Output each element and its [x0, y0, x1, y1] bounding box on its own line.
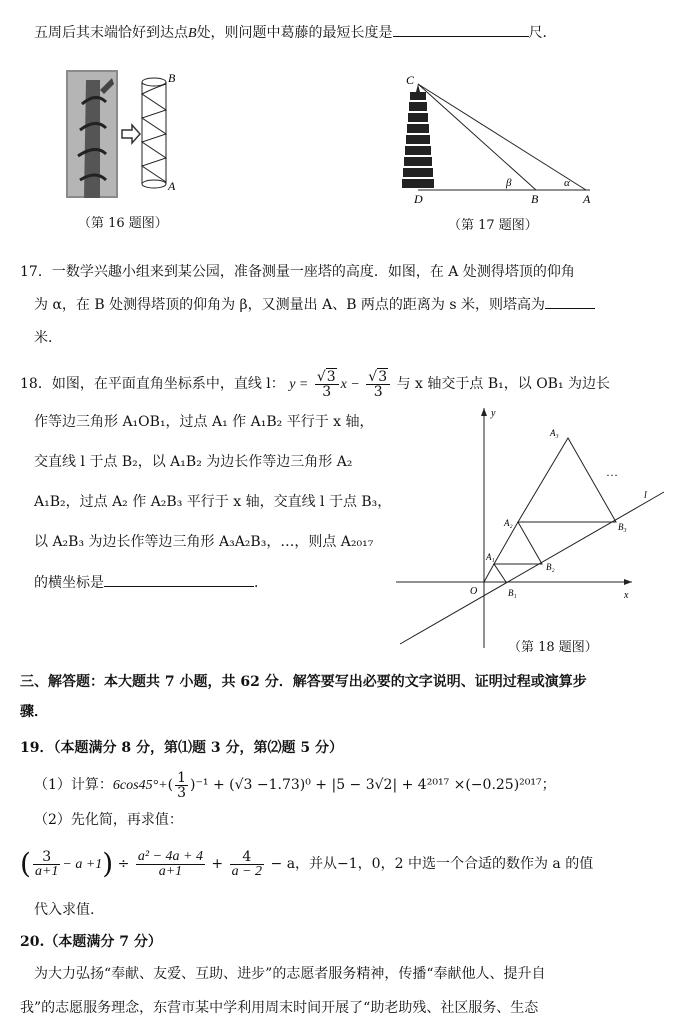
q19-part1: （1）计算：6cos45°+( $\frac{1}{3}$ )⁻¹ + (√3 −1.73)⁰ + |5 − 3√2| + 4²⁰¹⁷ ×(−0.25)²⁰¹⁷； [34, 769, 556, 801]
fig16-label-b: B [168, 71, 176, 85]
fig17-label-c: C [406, 73, 415, 87]
q16-text: 五周后其末端恰好到达点 [34, 25, 188, 41]
q19-part2-end: 代入求值. [34, 902, 95, 918]
q17-line2 [34, 294, 595, 315]
section3-line1: 三、解答题：本大题共 7 小题，共 62 分．解答要写出必要的文字说明、证明过程或演算步 [20, 674, 587, 690]
fig18-caption: （第 18 题图） [508, 640, 598, 655]
q19-p1-b: )⁻¹ + (√3 −1.73)⁰ + |5 − 3√2| + 4²⁰¹⁷ ×(−0.25)²⁰¹⁷； [190, 777, 556, 793]
q16-unit: 尺． [528, 25, 557, 41]
q18-tail: 与 x 轴交于点 B₁，以 OB₁ 为边长 [396, 376, 611, 392]
fig17-label-beta: β [506, 177, 512, 189]
q19-header [20, 738, 343, 758]
q18-eq-x: x − [340, 377, 360, 392]
fig18-a2: A₂ [504, 518, 513, 528]
vine-tree-illustration [66, 70, 186, 198]
q19-number: 19． [20, 740, 54, 756]
q17-line3: 米． [34, 330, 62, 346]
q18-frac2: $\frac{√3}{3}$ [366, 370, 390, 399]
fig18-dots: … [606, 465, 618, 479]
coordinate-diagram [396, 400, 666, 648]
q19-part2-label: （2）先化简，再求值： [34, 812, 183, 828]
q18-line6 [34, 572, 268, 593]
q16-tail-line [34, 22, 557, 44]
fig17-caption: （第 17 题图） [448, 218, 538, 233]
q18-frac1-num: 3 [326, 368, 336, 385]
figure-17 [398, 70, 608, 208]
q19-mid1: − a +1 [62, 857, 103, 872]
q18-frac1-den: 3 [322, 383, 332, 400]
q18-line1 [20, 368, 610, 401]
q18-line3: 交直线 l 于点 B₂，以 A₁B₂ 为边长作等边三角形 A₂ [34, 454, 353, 470]
figure-16 [66, 70, 186, 198]
q19-p1-frac-num: 1 [177, 769, 187, 786]
q18-line5: 以 A₂B₃ 为边长作等边三角形 A₃A₂B₃，…，则点 A₂₀₁₇ [34, 534, 374, 550]
fig18-line-label: l [644, 490, 647, 501]
q19-f2-den: a+1 [158, 863, 183, 879]
q18-line6-text: 的横坐标是 [34, 575, 104, 591]
section3-line2: 骤． [20, 704, 48, 720]
q19-f3 [230, 850, 264, 879]
q19-f1 [33, 850, 60, 879]
q18-intro: 18．如图，在平面直角坐标系中，直线 l： [20, 376, 285, 392]
q20-line1: 为大力弘扬“奉献、友爱、互助、进步”的志愿者服务精神，传播“奉献他人、提升自 [34, 966, 546, 982]
q17-line2-text: 为 α，在 B 处测得塔顶的仰角为 β，又测量出 A、B 两点的距离为 s 米，则塔高为 [34, 297, 546, 313]
fig17-label-d: D [414, 192, 423, 206]
fig17-label-a: A [583, 192, 591, 206]
q19-p1-a: 6cos45°+ [112, 778, 168, 793]
q17-line1: 17．一数学兴趣小组来到某公园，准备测量一座塔的高度．如图，在 A 处测得塔顶的仰角 [20, 264, 575, 280]
pagoda-diagram [398, 70, 608, 208]
fig17-label-b: B [531, 192, 539, 206]
q16-answer-blank[interactable] [393, 22, 529, 37]
q19-f2 [136, 850, 205, 879]
q19-part2-expr: ( $\frac{3}{a+1}$ − a +1) ÷ $\frac{\text{a² − 4a + 4}}{a+1}$ + $\frac{4}{a - 2}$ − a，并从−1，0，2 中选一个合适的数作为 a 的值 [20, 847, 594, 880]
q19-p1-frac [175, 771, 188, 800]
figure-18 [396, 400, 666, 648]
fig18-b1: B₁ [508, 588, 517, 598]
fig18-a1: A₁ [486, 552, 495, 562]
fig17-label-alpha: α [564, 177, 570, 189]
q18-line4: A₁B₂，过点 A₂ 作 A₂B₃ 平行于 x 轴，交直线 l 于点 B₃， [34, 494, 392, 510]
q20-header: 20.（本题满分 7 分） [20, 934, 162, 950]
q18-end: ． [254, 575, 268, 591]
q18-line2: 作等边三角形 A₁OB₁，过点 A₁ 作 A₁B₂ 平行于 x 轴， [34, 414, 374, 430]
q20-line2: 我”的志愿服务理念，东营市某中学利用周末时间开展了“助老助残、社区服务、生态 [20, 1000, 539, 1016]
fig18-b2: B₂ [546, 562, 555, 572]
q19-f2-num: a² − 4a + 4 [137, 848, 203, 864]
q16-point: B [188, 26, 197, 41]
q18-frac1: $\frac{√3}{3}$ [315, 370, 339, 399]
fig16-caption: （第 16 题图） [78, 216, 168, 231]
fig16-label-a: A [168, 179, 176, 193]
q19-p2-tail: − a，并从−1，0，2 中选一个合适的数作为 a 的值 [270, 856, 594, 872]
q18-answer-blank[interactable] [104, 572, 254, 587]
q18-frac2-den: 3 [373, 383, 383, 400]
fig18-origin-label: O [470, 586, 478, 597]
q17-answer-blank[interactable] [545, 294, 595, 309]
fig18-x-label: x [624, 590, 629, 601]
q19-header-text: （本题满分 8 分，第⑴题 3 分，第⑵题 5 分） [53, 740, 343, 756]
q19-p1-frac-den: 3 [177, 784, 187, 801]
q19-p1-label: （1）计算： [34, 777, 113, 793]
fig18-y-label: y [491, 408, 496, 419]
fig18-b3: B₃ [618, 522, 627, 532]
q19-f3-den: a − 2 [231, 863, 263, 879]
q19-f1-num: 3 [33, 850, 60, 865]
q18-eq-y: y = [289, 377, 309, 392]
q19-f1-den: a+1 [34, 863, 59, 879]
q16-text2: 处，则问题中葛藤的最短长度是 [196, 25, 393, 41]
fig18-a3: A₃ [550, 428, 559, 438]
q19-f3-num: 4 [230, 850, 264, 865]
q18-frac2-num: 3 [378, 368, 388, 385]
